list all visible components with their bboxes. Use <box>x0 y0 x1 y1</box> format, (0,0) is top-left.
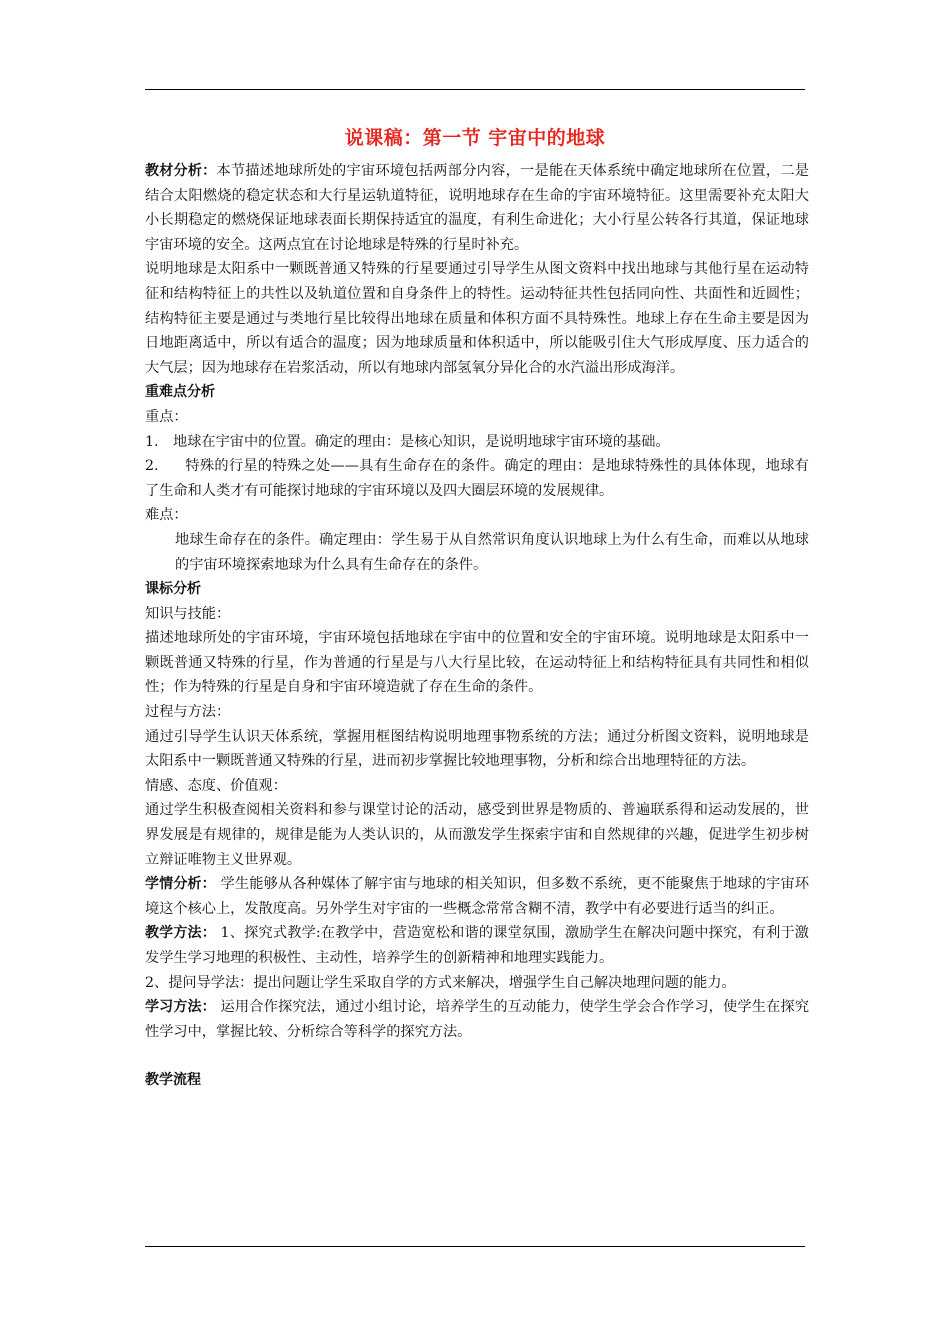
footer-rule <box>145 1246 805 1247</box>
key-point-text: 特殊的行星的特殊之处——具有生命存在的条件。确定的理由：是地球特殊性的具体体现，地球有了生命和人类才有可能探讨地球的宇宙环境以及四大圈层环境的发展规律。 <box>145 458 809 499</box>
student-analysis-label: 学情分析： <box>145 876 216 893</box>
curriculum-heading: 课标分析 <box>145 581 201 598</box>
teaching-process-heading: 教学流程 <box>145 1072 201 1089</box>
key-point-number: 2. <box>145 458 159 475</box>
teaching-method-label: 教学方法： <box>145 925 216 942</box>
key-point-item-1 <box>145 430 809 455</box>
student-analysis-text: 学生能够从各种媒体了解宇宙与地球的相关知识，但多数不系统，更不能聚焦于地球的宇宙环境这个核心上，发散度高。另外学生对宇宙的一些概念常常含糊不清，教学中有必要进行适当的纠正。 <box>145 876 810 917</box>
header-rule <box>145 89 805 90</box>
teaching-method-paragraph <box>145 921 809 970</box>
explain-paragraph: 说明地球是太阳系中一颗既普通又特殊的行星要通过引导学生从图文资料中找出地球与其他行星在运动特征和结构特征上的共性以及轨道位置和自身条件上的特性。运动特征共性包括同向性、共面性和近圆性；结构特征主要是通过与类地行星比较得出地球在质量和体积方面不具特殊性。地球上存在生命主要是因为日地距离适中，所以有适合的温度；因为地球质量和体积适中，所以能吸引住大气形成厚度、压力适合的大气层；因为地球存在岩浆活动，所以有地球内部氢氧分异化合的水汽溢出形成海洋。 <box>145 261 809 376</box>
knowledge-skills-label: 知识与技能： <box>145 605 231 622</box>
spacer <box>145 1044 809 1068</box>
attitude-values-text: 通过学生积极查阅相关资料和参与课堂讨论的活动，感受到世界是物质的、普遍联系得和运动发展的，世界发展是有规律的，规律是能为人类认识的，从而激发学生探索宇宙和自然规律的兴趣，促进学生初步树立辩证唯物主义世界观。 <box>145 802 809 868</box>
student-analysis-paragraph <box>145 872 809 921</box>
attitude-values-label: 情感、态度、价值观： <box>145 777 287 794</box>
textbook-analysis-paragraph <box>145 159 809 257</box>
learning-method-paragraph <box>145 995 809 1044</box>
key-difficulty-heading: 重难点分析 <box>145 384 215 401</box>
learning-method-text: 运用合作探究法，通过小组讨论，培养学生的互动能力，使学生学会合作学习，使学生在探究性学习中，掌握比较、分析综合等科学的探究方法。 <box>145 999 810 1040</box>
key-point-text: 地球在宇宙中的位置。确定的理由：是核心知识，是说明地球宇宙环境的基础。 <box>173 433 670 450</box>
process-methods-text: 通过引导学生认识天体系统，掌握用框图结构说明地理事物系统的方法；通过分析图文资料，说明地球是太阳系中一颗既普通又特殊的行星，进而初步掌握比较地理事物，分析和综合出地理特征的方法。 <box>145 728 809 770</box>
process-methods-label: 过程与方法： <box>145 704 231 721</box>
key-point-item-2 <box>145 454 809 503</box>
document-body <box>145 159 809 1093</box>
difficult-point-text: 地球生命存在的条件。确定理由：学生易于从自然常识角度认识地球上为什么有生命，而难以从地球的宇宙环境探索地球为什么具有生命存在的条件。 <box>175 531 809 573</box>
textbook-analysis-text: 本节描述地球所处的宇宙环境包括两部分内容，一是能在天体系统中确定地球所在位置，二是结合太阳燃烧的稳定状态和大行星运轨道特征，说明地球存在生命的宇宙环境特征。这里需要补充太阳大小长期稳定的燃烧保证地球表面长期保持适宜的温度，有利生命进化；大小行星公转各行其道，保证地球宇宙环境的安全。这两点宜在讨论地球是特殊的行星时补充。 <box>145 163 809 253</box>
key-points-label: 重点： <box>145 408 188 425</box>
textbook-analysis-label: 教材分析： <box>145 163 217 179</box>
learning-method-label: 学习方法： <box>145 999 216 1016</box>
knowledge-skills-text: 描述地球所处的宇宙环境，宇宙环境包括地球在宇宙中的位置和安全的宇宙环境。说明地球是太阳系中一颗既普通又特殊的行星，作为普通的行星是与八大行星比较，在运动特征上和结构特征具有共同性和相似性；作为特殊的行星是自身和宇宙环境造就了存在生命的条件。 <box>145 630 809 696</box>
teaching-method-item-2: 2、提问导学法：提出问题让学生采取自学的方式来解决，增强学生自己解决地理问题的能力。 <box>145 974 736 991</box>
difficult-points-label: 难点： <box>145 507 188 524</box>
teaching-method-text: 1、探究式教学:在教学中，营造宽松和谐的课堂氛围，激励学生在解决问题中探究，有利于激发学生学习地理的积极性、主动性，培养学生的创新精神和地理实践能力。 <box>145 925 809 966</box>
key-point-number: 1. <box>145 433 159 450</box>
document-title: 说课稿：第一节 宇宙中的地球 <box>344 127 606 149</box>
